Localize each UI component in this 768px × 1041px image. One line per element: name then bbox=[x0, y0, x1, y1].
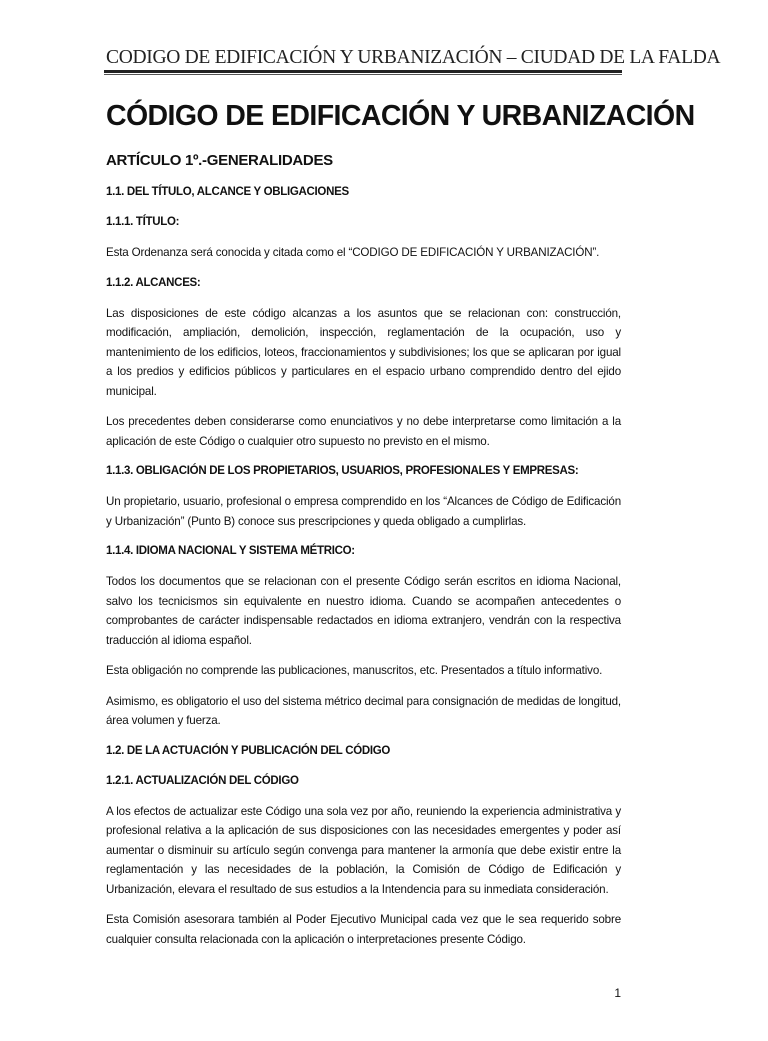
paragraph: Los precedentes deben considerarse como enunciativos y no debe interpretarse como limitación a la aplicación de este Código o cualquier otro supuesto no previsto en el mismo. bbox=[106, 415, 621, 448]
paragraph: Esta Comisión asesorara también al Poder Ejecutivo Municipal cada vez que le sea requerido sobre cualquier consulta relacionada con la aplicación o interpretaciones presente Código. bbox=[106, 913, 621, 946]
section-heading-1-1-1: 1.1.1. TÍTULO: bbox=[106, 216, 180, 228]
section-heading-1-1-4: 1.1.4. IDIOMA NACIONAL Y SISTEMA MÉTRICO: bbox=[106, 545, 355, 557]
paragraph: Esta obligación no comprende las publicaciones, manuscritos, etc. Presentados a título informativo. bbox=[106, 664, 603, 677]
article-heading: ARTÍCULO 1º.-GENERALIDADES bbox=[106, 152, 333, 169]
section-heading-1-2-1: 1.2.1. ACTUALIZACIÓN DEL CÓDIGO bbox=[106, 774, 299, 787]
document-body bbox=[106, 0, 721, 1041]
paragraph: Las disposiciones de este código alcanzas a los asuntos que se relacionan con: construcción, modificación, ampliación, demolición, inspección, reglamentación de la ocupación, uso y mantenimiento de los edificios, loteos, fraccionamientos y subdivisiones; los que se aplicaran por igual a los predios y edificios públicos y particulares en el espacio urbano comprendido dentro del ejido municipal. bbox=[106, 306, 621, 398]
section-heading-1-1: 1.1. DEL TÍTULO, ALCANCE Y OBLIGACIONES bbox=[106, 186, 349, 198]
section-heading-1-1-3: 1.1.3. OBLIGACIÓN DE LOS PROPIETARIOS, USUARIOS, PROFESIONALES Y EMPRESAS: bbox=[106, 465, 579, 477]
paragraph: Un propietario, usuario, profesional o empresa comprendido en los “Alcances de Código de Edificación y Urbanización” (Punto B) conoce sus prescripciones y queda obligado a cumplirlas. bbox=[106, 495, 621, 528]
paragraph: Esta Ordenanza será conocida y citada como el “CODIGO DE EDIFICACIÓN Y URBANIZACIÓN”. bbox=[106, 246, 600, 259]
section-heading-1-2: 1.2. DE LA ACTUACIÓN Y PUBLICACIÓN DEL CÓDIGO bbox=[106, 744, 391, 757]
running-header: CODIGO DE EDIFICACIÓN Y URBANIZACIÓN – CIUDAD DE LA FALDA bbox=[106, 47, 721, 68]
paragraph: Asimismo, es obligatorio el uso del sistema métrico decimal para consignación de medidas de longitud, área volumen y fuerza. bbox=[106, 694, 621, 727]
paragraph: Todos los documentos que se relacionan con el presente Código serán escritos en idioma Nacional, salvo los tecnicismos sin equivalente en nuestro idioma. Cuando se acompañen antecedentes o comprobantes de carácter indispensable redactados en idioma extranjero, vendrán con la respectiva traducción al idioma español. bbox=[106, 575, 621, 647]
document-title: CÓDIGO DE EDIFICACIÓN Y URBANIZACIÓN bbox=[106, 100, 695, 132]
section-heading-1-1-2: 1.1.2. ALCANCES: bbox=[106, 276, 201, 289]
paragraph: A los efectos de actualizar este Código una sola vez por año, reuniendo la experiencia administrativa y profesional relativa a la aplicación de sus disposiciones con las necesidades emergentes y poder así aumentar o disminuir su artículo según convenga para mantener la armonía que debe existir entre la reglamentación y las necesidades de la población, la Comisión de Código de Edificación y Urbanización, elevara el resultado de sus estudios a la Intendencia para su inmediata consideración. bbox=[106, 804, 621, 896]
page-number: 1 bbox=[614, 986, 621, 1000]
